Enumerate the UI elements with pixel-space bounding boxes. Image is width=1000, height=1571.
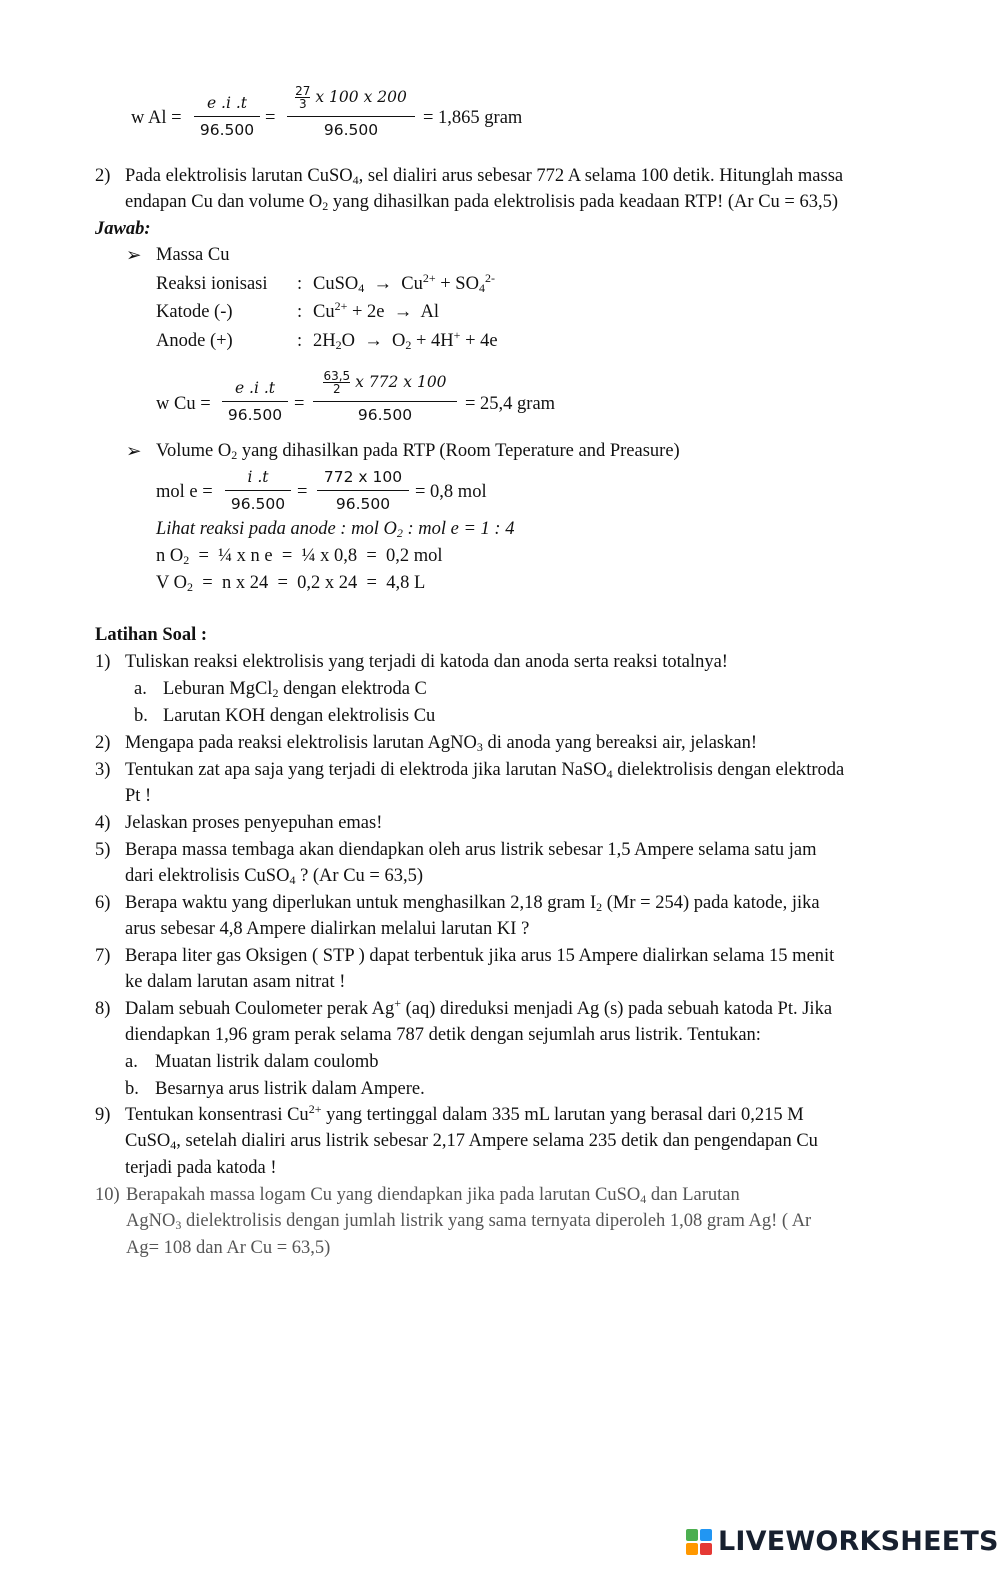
wcu-eq1: = xyxy=(294,394,305,414)
q8-line1: Dalam sebuah Coulometer perak Ag+ (aq) direduksi menjadi Ag (s) pada sebuah katoda Pt. Jika xyxy=(125,996,833,1019)
q2-text: Mengapa pada reaksi elektrolisis larutan AgNO$_3$ di anoda yang bereaksi air, jelaskan! xyxy=(125,733,757,754)
q5-number: 5) xyxy=(95,840,111,860)
problem2-line2: endapan Cu dan volume $O_2$ yang dihasilkan pada elektrolisis pada keadaan RTP! (Ar Cu = 63,5) xyxy=(125,192,839,213)
q7-line1: Berapa liter gas Oksigen ( STP ) dapat terbentuk jika arus 15 Ampere dialirkan selama 15 menit xyxy=(125,946,835,966)
mole-fraction-2 xyxy=(317,466,409,515)
mole-frac2-den: 96.500 xyxy=(335,495,391,513)
bullet-massa-cu: Massa Cu xyxy=(156,245,230,265)
ionisasi-label: Reaksi ionisasi xyxy=(156,274,268,294)
problem2-line1: Pada elektrolisis larutan CuSO$_4$, sel dialiri arus sebesar 772 A selama 100 detik. Hitunglah massa xyxy=(125,166,844,187)
reaction-arrow-icon: → xyxy=(393,302,413,322)
katode-label: Katode (-) xyxy=(156,302,233,322)
v-o2-calc: V $O_2 = n$ x 24 = 0,2 x 24 = 4,8 L xyxy=(156,573,426,594)
q9-line1: Tentukan konsentrasi $Cu^{2+}$ yang tertinggal dalam 335 mL larutan yang berasal dari 0,215 M xyxy=(125,1102,804,1125)
q3-number: 3) xyxy=(95,760,111,780)
wcu-result: = 25,4 gram xyxy=(465,394,556,414)
wcu-fraction-1 xyxy=(222,377,288,426)
q4-text: Jelaskan proses penyepuhan emas! xyxy=(125,813,383,833)
logo-grid-icon xyxy=(686,1529,712,1555)
q1a-text: Leburan MgCl$_2$ dengan elektroda C xyxy=(163,679,427,700)
mole-eq1: = xyxy=(297,482,308,502)
q1b-label: b. xyxy=(134,706,148,726)
q6-number: 6) xyxy=(95,893,111,913)
q4-number: 4) xyxy=(95,813,111,833)
wcu-small-top: 63,5 xyxy=(323,369,351,383)
q8b-text: Besarnya arus listrik dalam Ampere. xyxy=(155,1079,425,1099)
q1-number: 1) xyxy=(95,652,111,672)
q10-line2: AgNO$_3$ dielektrolisis dengan jumlah listrik yang sama ternyata diperoleh 1,08 gram Ag! ( Ar xyxy=(126,1211,812,1232)
q1b-text: Larutan KOH dengan elektrolisis Cu xyxy=(163,706,436,726)
q8a-text: Muatan listrik dalam coulomb xyxy=(155,1052,379,1072)
q9-line2: CuSO$_4$, setelah dialiri arus listrik sebesar 2,17 Ampere selama 235 detik dan pengendapan Cu xyxy=(125,1131,818,1152)
q10-line3: Ag= 108 dan Ar Cu = 63,5) xyxy=(126,1238,331,1258)
q6-line2: arus sebesar 4,8 Ampere dialirkan melalui larutan KI ? xyxy=(125,919,530,939)
n-o2-calc: n $O_2$ = ¼ x n e = ¼ x 0,8 = 0,2 mol xyxy=(156,546,443,567)
wal-frac2-den: 96.500 xyxy=(323,121,379,139)
q10-number: 10) xyxy=(95,1185,120,1205)
wal-frac1-num: e .i .t xyxy=(206,94,248,112)
anode-colon: : xyxy=(297,331,303,351)
wcu-small-bottom: 2 xyxy=(332,382,341,396)
arrow-bullet-icon: ➢ xyxy=(126,442,142,462)
q1a-label: a. xyxy=(134,679,147,699)
q3-line1: Tentukan zat apa saja yang terjadi di elektroda jika larutan NaSO$_4$ dielektrolisis dengan elektroda xyxy=(125,760,845,781)
arrow-bullet-icon: ➢ xyxy=(126,246,142,266)
mole-frac1-num: i .t xyxy=(247,468,269,486)
mole-result: = 0,8 mol xyxy=(415,482,487,502)
anode-label: Anode (+) xyxy=(156,331,233,351)
wcu-frac2-den: 96.500 xyxy=(357,406,413,424)
bullet-volume-o2: Volume $O_2$ yang dihasilkan pada RTP (Room Teperature and Preasure) xyxy=(156,441,680,462)
wcu-frac1-den: 96.500 xyxy=(227,406,283,424)
wal-small-bottom: 3 xyxy=(298,97,307,111)
ionisasi-reaction: CuSO$_4$ → $Cu^{2+} + SO_4^{2-}$ xyxy=(313,271,495,295)
reaction-arrow-icon: → xyxy=(364,331,383,351)
q9-number: 9) xyxy=(95,1105,111,1125)
q8-number: 8) xyxy=(95,999,111,1019)
wcu-frac1-num: e .i .t xyxy=(234,379,276,397)
lihat-reaksi-note: Lihat reaksi pada anode : mol $O_2$ : mol e = 1 : 4 xyxy=(156,519,515,540)
wal-frac1-den: 96.500 xyxy=(199,121,255,139)
q5-line1: Berapa massa tembaga akan diendapkan oleh arus listrik sebesar 1,5 Ampere selama satu jam xyxy=(125,840,817,860)
q5-line2: dari elektrolisis CuSO$_4$ ? (Ar Cu = 63,5) xyxy=(125,866,424,887)
mole-fraction-1 xyxy=(225,466,291,515)
q2-number: 2) xyxy=(95,733,111,753)
mole-frac2-num: 772 x 100 xyxy=(323,468,403,486)
q3-line2: Pt ! xyxy=(125,786,152,806)
liveworksheets-logo[interactable] xyxy=(686,1526,999,1557)
q1-text: Tuliskan reaksi elektrolisis yang terjadi di katoda dan anoda serta reaksi totalnya! xyxy=(125,652,728,672)
q8a-label: a. xyxy=(125,1052,138,1072)
katode-colon: : xyxy=(297,302,303,322)
reaction-arrow-icon: → xyxy=(373,274,392,294)
q8b-label: b. xyxy=(125,1079,139,1099)
wcu-frac2-num: x 772 x 100 xyxy=(355,373,447,391)
q9-line3: terjadi pada katoda ! xyxy=(125,1158,277,1178)
wal-small-top: 27 xyxy=(295,84,311,98)
wcu-fraction-2 xyxy=(313,365,457,426)
wal-frac2-num: x 100 x 200 xyxy=(315,88,407,106)
q10-line1: Berapakah massa logam Cu yang diendapkan jika pada larutan CuSO$_4$ dan Larutan xyxy=(126,1185,740,1206)
mole-frac1-den: 96.500 xyxy=(230,495,286,513)
latihan-heading: Latihan Soal : xyxy=(95,625,208,645)
wal-eq1: = xyxy=(265,108,276,128)
wal-fraction-2 xyxy=(287,80,415,141)
q6-line1: Berapa waktu yang diperlukan untuk menghasilkan 2,18 gram $I_2$ (Mr = 254) pada katode, jika xyxy=(125,893,820,914)
anode-reaction: $2H_2O \to O_2 + 4H^+ + 4e$ xyxy=(313,328,498,352)
wal-lhs: w Al = xyxy=(131,108,182,128)
q8-line2: diendapkan 1,96 gram perak selama 787 detik dengan sejumlah arus listrik. Tentukan: xyxy=(125,1025,761,1045)
wal-result: = 1,865 gram xyxy=(423,108,523,128)
katode-reaction: $Cu^{2+} + 2e \to Al$ xyxy=(313,299,440,322)
problem2-number: 2) xyxy=(95,166,111,186)
wcu-lhs: w Cu = xyxy=(156,394,211,414)
logo-text: LIVEWORKSHEETS xyxy=(718,1526,999,1557)
answer-heading: Jawab: xyxy=(95,219,151,239)
wal-fraction-1 xyxy=(194,92,260,141)
q7-line2: ke dalam larutan asam nitrat ! xyxy=(125,972,346,992)
q7-number: 7) xyxy=(95,946,111,966)
ionisasi-colon: : xyxy=(297,274,303,294)
mole-lhs: mol e = xyxy=(156,482,213,502)
